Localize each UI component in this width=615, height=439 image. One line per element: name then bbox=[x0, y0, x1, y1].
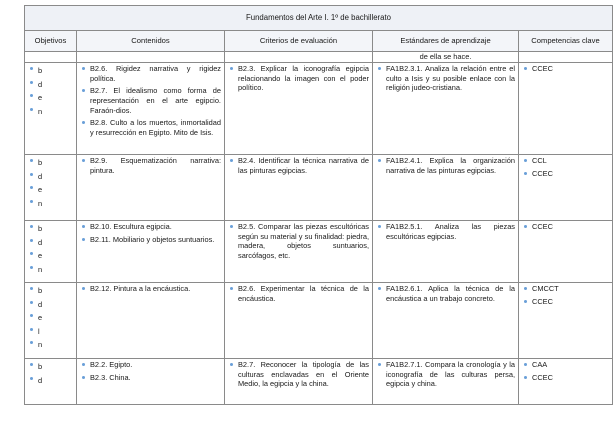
objetivo-item: e bbox=[28, 249, 73, 263]
criterio-item: B2.5. Comparar las piezas escultóricas según su material y su finalidad: piedra, madera, objetos suntuarios, sarcófagos, etc. bbox=[228, 222, 369, 261]
curriculum-table bbox=[24, 5, 613, 405]
cell-competencias bbox=[519, 283, 613, 359]
header-objetivos: Objetivos bbox=[25, 31, 77, 52]
contenido-item: B2.2. Egipto. bbox=[80, 360, 221, 370]
contenido-item: B2.7. El idealismo como forma de representación en el arte egipcio. Faraón-dios. bbox=[80, 86, 221, 115]
cell-contenidos bbox=[77, 221, 225, 283]
estandar-item: FA1B2.7.1. Compara la cronología y la iconografía de las culturas persa, egipcia y china. bbox=[376, 360, 515, 389]
objetivo-item: n bbox=[28, 338, 73, 352]
cell-estandares bbox=[373, 283, 519, 359]
cell-estandares bbox=[373, 63, 519, 155]
objetivo-item: n bbox=[28, 263, 73, 277]
estandar-item: FA1B2.5.1. Analiza las piezas escultóricas egipcias. bbox=[376, 222, 515, 241]
competencias-list bbox=[522, 222, 609, 232]
table-row bbox=[25, 283, 613, 359]
cell-criterios bbox=[225, 283, 373, 359]
competencia-item: CMCCT bbox=[522, 284, 609, 294]
competencia-item: CCEC bbox=[522, 222, 609, 232]
cell-empty bbox=[225, 52, 373, 63]
objetivo-item: n bbox=[28, 197, 73, 211]
cell-empty bbox=[519, 52, 613, 63]
objetivo-item: b bbox=[28, 222, 73, 236]
header-criterios: Criterios de evaluación bbox=[225, 31, 373, 52]
contenido-item: B2.6. Rigidez narrativa y rigidez política. bbox=[80, 64, 221, 83]
objetivo-item: l bbox=[28, 325, 73, 339]
objetivo-item: d bbox=[28, 78, 73, 92]
estandar-item: FA1B2.3.1. Analiza la relación entre el culto a Isis y su posible enlace con la religión judeo-cristiana. bbox=[376, 64, 515, 93]
continuation-row bbox=[25, 52, 613, 63]
competencia-item: CCEC bbox=[522, 297, 609, 307]
competencias-list bbox=[522, 64, 609, 74]
criterio-item: B2.3. Explicar la iconografía egipcia relacionando la imagen con el poder político. bbox=[228, 64, 369, 93]
cell-contenidos bbox=[77, 283, 225, 359]
cell-estandares bbox=[373, 359, 519, 405]
competencia-item: CCEC bbox=[522, 169, 609, 179]
contenido-item: B2.10. Escultura egipcia. bbox=[80, 222, 221, 232]
cell-objetivos bbox=[25, 221, 77, 283]
competencia-item: CCL bbox=[522, 156, 609, 166]
table-row bbox=[25, 63, 613, 155]
cell-criterios bbox=[225, 359, 373, 405]
estandares-list bbox=[376, 284, 515, 303]
criterio-item: B2.6. Experimentar la técnica de la encáustica. bbox=[228, 284, 369, 303]
objetivos-list bbox=[28, 284, 73, 352]
cell-competencias bbox=[519, 221, 613, 283]
objetivo-item: e bbox=[28, 91, 73, 105]
cell-criterios bbox=[225, 221, 373, 283]
competencia-item: CCEC bbox=[522, 373, 609, 383]
competencias-list bbox=[522, 284, 609, 306]
objetivo-item: e bbox=[28, 183, 73, 197]
continuation-text: de ella se hace. bbox=[419, 52, 472, 61]
objetivo-item: b bbox=[28, 156, 73, 170]
estandar-item: FA1B2.6.1. Aplica la técnica de la encáustica a un trabajo concreto. bbox=[376, 284, 515, 303]
cell-empty bbox=[25, 52, 77, 63]
table-row bbox=[25, 221, 613, 283]
competencias-list bbox=[522, 156, 609, 178]
criterios-list bbox=[228, 360, 369, 389]
cell-contenidos bbox=[77, 155, 225, 221]
criterio-item: B2.4. Identificar la técnica narrativa de las pinturas egipcias. bbox=[228, 156, 369, 175]
cell-empty bbox=[77, 52, 225, 63]
criterios-list bbox=[228, 156, 369, 175]
criterios-list bbox=[228, 64, 369, 93]
objetivo-item: d bbox=[28, 374, 73, 388]
criterios-list bbox=[228, 284, 369, 303]
cell-competencias bbox=[519, 63, 613, 155]
table-title: Fundamentos del Arte I. 1º de bachillerato bbox=[25, 6, 613, 31]
competencia-item: CCEC bbox=[522, 64, 609, 74]
cell-competencias bbox=[519, 359, 613, 405]
cell-criterios bbox=[225, 63, 373, 155]
objetivo-item: b bbox=[28, 64, 73, 78]
cell-estandares bbox=[373, 221, 519, 283]
cell-competencias bbox=[519, 155, 613, 221]
cell-objetivos bbox=[25, 359, 77, 405]
competencias-list bbox=[522, 360, 609, 382]
estandares-list bbox=[376, 222, 515, 241]
contenidos-list bbox=[80, 222, 221, 244]
objetivos-list bbox=[28, 222, 73, 276]
estandares-list bbox=[376, 360, 515, 389]
estandar-item: FA1B2.4.1. Explica la organización narrativa de las pinturas egipcias. bbox=[376, 156, 515, 175]
header-estandares: Estándares de aprendizaje bbox=[373, 31, 519, 52]
objetivo-item: b bbox=[28, 360, 73, 374]
criterio-item: B2.7. Reconocer la tipología de las culturas enclavadas en el Oriente Medio, la egipcia y la china. bbox=[228, 360, 369, 389]
cell-objetivos bbox=[25, 155, 77, 221]
contenidos-list bbox=[80, 360, 221, 382]
cell-objetivos bbox=[25, 63, 77, 155]
objetivo-item: d bbox=[28, 298, 73, 312]
cell-estandares bbox=[373, 155, 519, 221]
header-contenidos: Contenidos bbox=[77, 31, 225, 52]
contenidos-list bbox=[80, 156, 221, 175]
cell-objetivos bbox=[25, 283, 77, 359]
estandares-list bbox=[376, 156, 515, 175]
objetivos-list bbox=[28, 360, 73, 387]
contenido-item: B2.11. Mobiliario y objetos suntuarios. bbox=[80, 235, 221, 245]
criterios-list bbox=[228, 222, 369, 261]
objetivo-item: n bbox=[28, 105, 73, 119]
objetivo-item: d bbox=[28, 236, 73, 250]
contenido-item: B2.9. Esquematización narrativa: pintura. bbox=[80, 156, 221, 175]
objetivos-list bbox=[28, 64, 73, 118]
table-row bbox=[25, 155, 613, 221]
objetivo-item: e bbox=[28, 311, 73, 325]
cell-criterios bbox=[225, 155, 373, 221]
header-competencias: Competencias clave bbox=[519, 31, 613, 52]
objetivo-item: d bbox=[28, 170, 73, 184]
competencia-item: CAA bbox=[522, 360, 609, 370]
cell-contenidos bbox=[77, 63, 225, 155]
objetivos-list bbox=[28, 156, 73, 210]
contenidos-list bbox=[80, 64, 221, 137]
contenido-item: B2.3. China. bbox=[80, 373, 221, 383]
contenido-item: B2.8. Culto a los muertos, inmortalidad y resurrección en Egipto. Mito de Isis. bbox=[80, 118, 221, 137]
estandares-list bbox=[376, 64, 515, 93]
contenido-item: B2.12. Pintura a la encáustica. bbox=[80, 284, 221, 294]
table-row bbox=[25, 359, 613, 405]
cell-contenidos bbox=[77, 359, 225, 405]
cell-continuation bbox=[373, 52, 519, 63]
objetivo-item: b bbox=[28, 284, 73, 298]
contenidos-list bbox=[80, 284, 221, 294]
